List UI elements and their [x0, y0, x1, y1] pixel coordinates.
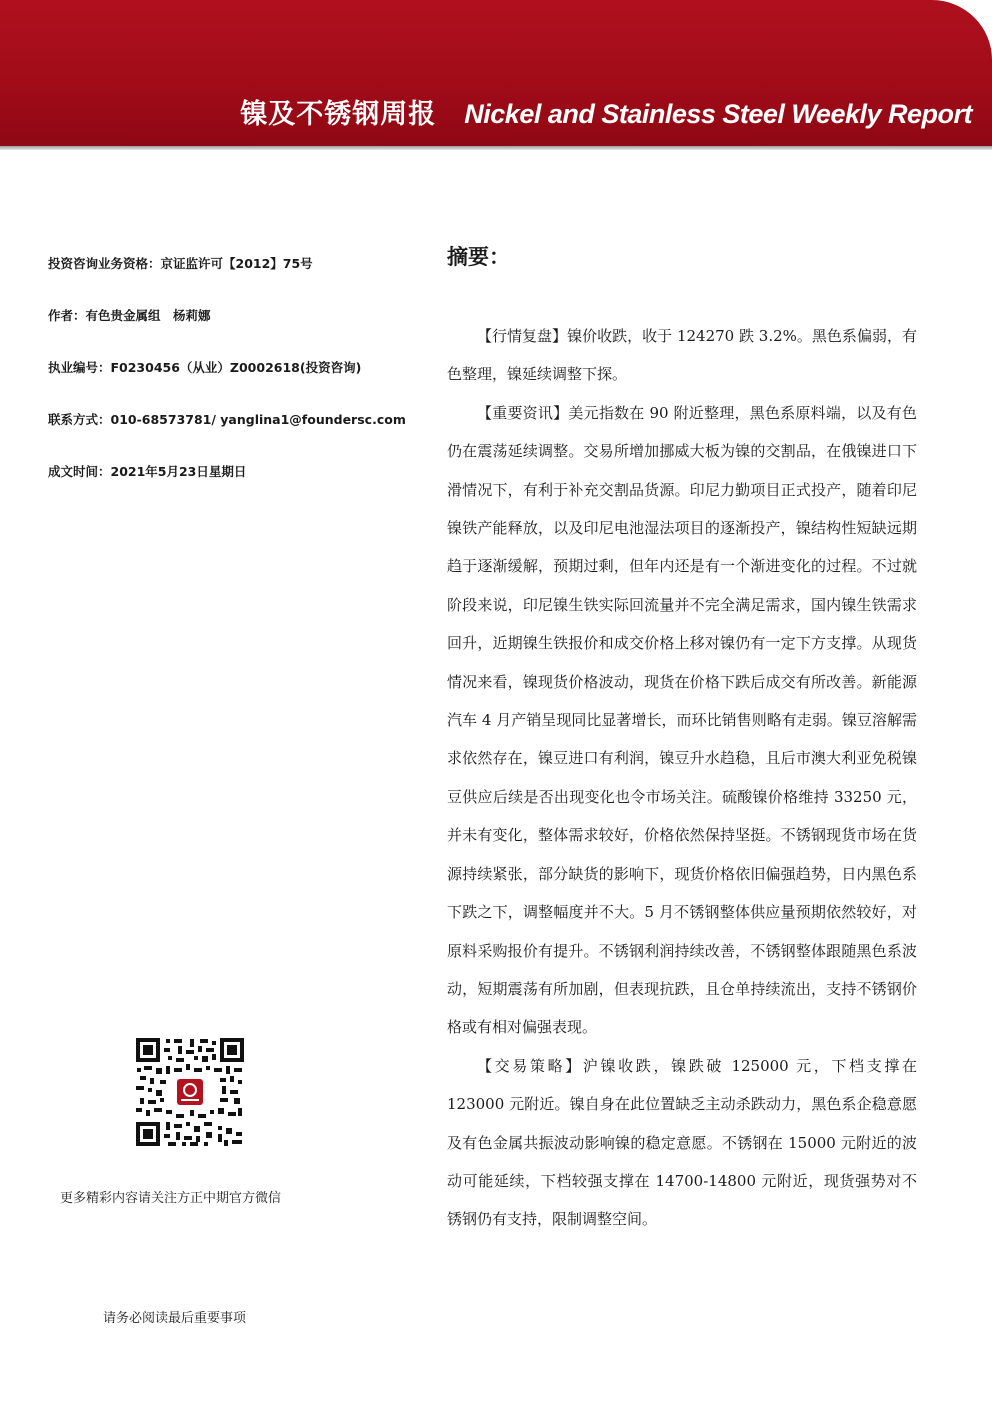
section-text: 美元指数在 90 附近整理，黑色系原料端，以及有色仍在震荡延续调整。交易所增加挪威大板为镍的交割品，在俄镍进口下滑情况下，有利于补充交割品货源。印尼力勤项目正式投产，随着印尼镍铁产能释放，以及印尼电池湿法项目的逐渐投产，镍结构性短缺远期趋于逐渐缓解，预期过剩，但年内还是有一个渐进变化的过程。不过就阶段来说，印尼镍生铁实际回流量并不完全满足需求，国内镍生铁需求回升，近期镍生铁报价和成交价格上移对镍仍有一定下方支撑。从现货情况来看，镍现货价格波动，现货在价格下跌后成交有所改善。新能源汽车 4 月产销呈现同比显著增长，而环比销售则略有走弱。镍豆溶解需求依然存在，镍豆进口有利润，镍豆升水趋稳，且后市澳大利亚免税镍豆供应后续是否出现变化也令市场关注。硫酸镍价格维持 33250 元，并未有变化，整体需求较好，价格依然保持坚挺。不锈钢现货市场在货源持续紧张，部分缺货的影响下，现货价格依旧偏强趋势，日内黑色系下跌之下，调整幅度并不大。5 月不锈钢整体供应量预期依然较好，对原料采购报价有提升。不锈钢利润持续改善，不锈钢整体跟随黑色系波动，短期震荡有所加剧，但表现抗跌，且仓单持续流出，支持不锈钢价格或有相对偏强表现。 [447, 403, 917, 1037]
section-tag: 【交易策略】 [477, 1056, 583, 1075]
abstract-paragraph-market-review [447, 317, 917, 394]
report-title [240, 92, 972, 131]
abstract-section [447, 240, 917, 1239]
contact-text: 联系方式：010-68573781/ yanglina1@foundersc.com [48, 412, 406, 427]
section-tag: 【重要资讯】 [477, 403, 569, 422]
section-text: 镍价收跌，收于 124270 跌 3.2%。黑色系偏弱，有色整理，镍延续调整下探。 [447, 327, 917, 384]
section-text: 沪镍收跌，镍跌破 125000 元，下档支撑在 123000 元附近。镍自身在此位置缺乏主动杀跌动力，黑色系企稳意愿及有色金属共振波动影响镍的稳定意愿。不锈钢在 15000 元附近的波动可能延续，下档较强支撑在 14700-14800 元附近，现货强势对不锈钢仍有支持，限制调整空间。 [447, 1056, 917, 1229]
report-title-en: Nickel and Stainless Steel Weekly Report [464, 99, 972, 129]
abstract-paragraph-news [447, 394, 917, 1047]
report-title-cn: 镍及不锈钢周报 [240, 99, 437, 130]
date-text: 成文时间：2021年5月23日星期日 [48, 464, 247, 479]
qr-code [134, 1036, 246, 1148]
section-tag: 【行情复盘】 [477, 327, 568, 345]
author-text: 作者：有色贵金属组 杨莉娜 [48, 308, 211, 323]
qualification-text: 投资咨询业务资格：京证监许可【2012】75号 [48, 256, 313, 271]
header-shadow [0, 146, 992, 150]
qr-caption: 更多精彩内容请关注方正中期官方微信 [60, 1191, 282, 1206]
important-notice: 请务必阅读最后重要事项 [103, 1311, 247, 1326]
abstract-paragraph-strategy [447, 1047, 917, 1239]
license-text: 执业编号：F0230456（从业）Z0002618(投资咨询) [48, 360, 362, 375]
abstract-heading: 摘要： [447, 245, 510, 269]
